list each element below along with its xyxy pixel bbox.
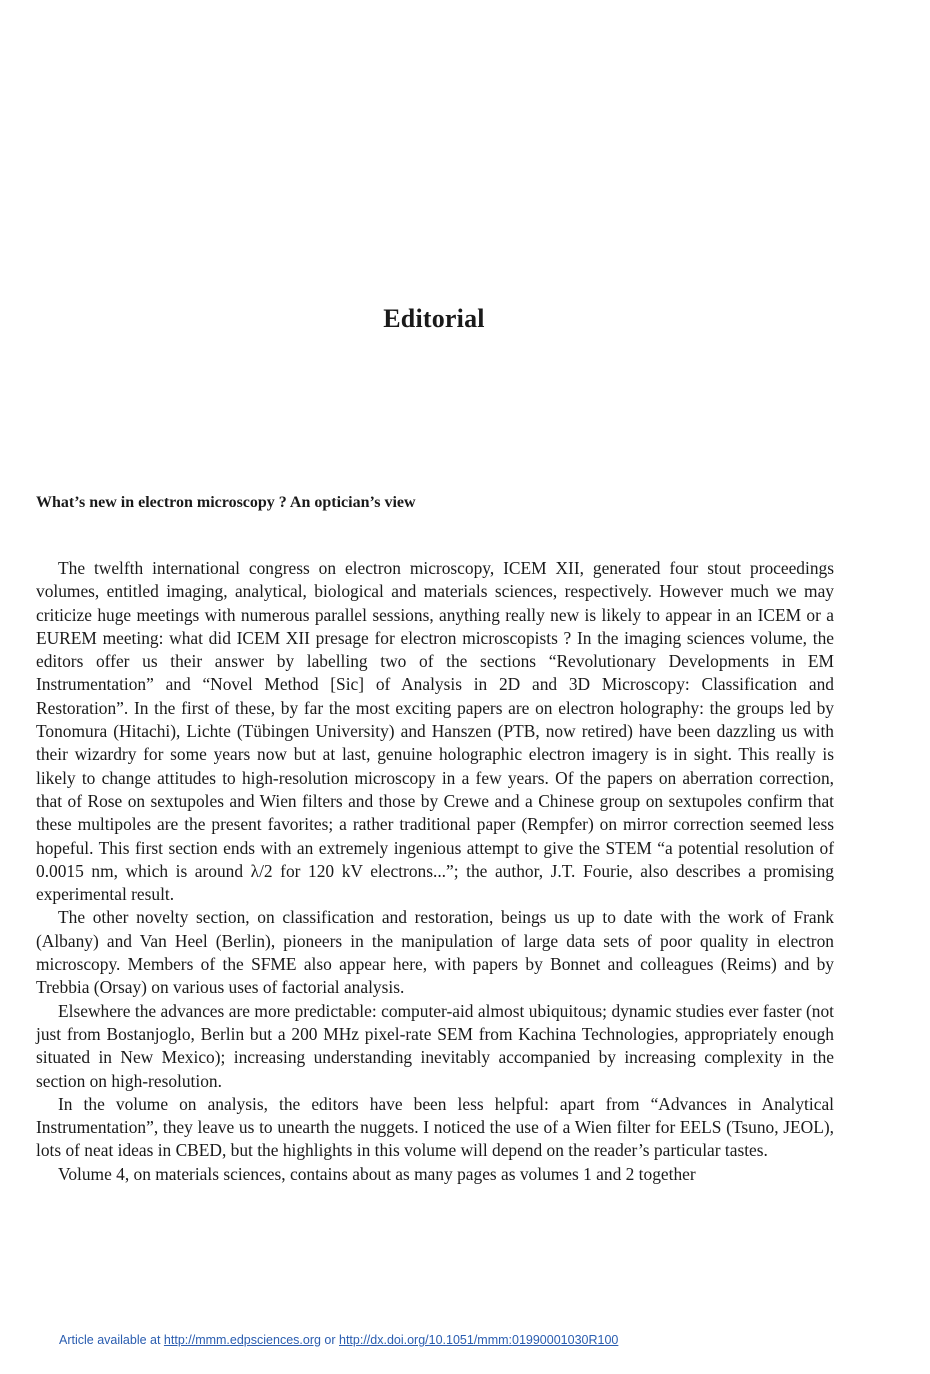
section-heading: What’s new in electron microscopy ? An optician’s view bbox=[36, 494, 416, 511]
paragraph-1: The twelfth international congress on electron microscopy, ICEM XII, generated four stout proceedings volumes, entitled imaging, analytical, biological and materials sciences, respectively. However much we may criticize huge meetings with numerous parallel sessions, anything really new is likely to appear in an ICEM or a EUREM meeting: what did ICEM XII presage for electron microscopists ? In the imaging sciences volume, the editors offer us their answer by labelling two of the sections “Revolutionary Developments in EM Instrumentation” and “Novel Method [Sic] of Analysis in 2D and 3D Microscopy: Classification and Restoration”. In the first of these, by far the most exciting papers are on electron holography: the groups led by Tonomura (Hitachi), Lichte (Tübingen University) and Hanszen (PTB, now retired) have been dazzling us with their wizardry for some years now but at last, genuine holographic electron imagery is in sight. This really is likely to change attitudes to high-resolution microscopy in a few years. Of the papers on aberration correction, that of Rose on sextupoles and Wien filters and those by Crewe and a Chinese group on sextupoles confirm that these multipoles are the present favorites; a rather traditional paper (Rempfer) on mirror correction seemed less hopeful. This first section ends with an extremely ingenious attempt to give the STEM “a potential resolution of 0.0015 nm, which is around λ/2 for 120 kV electrons...”; the author, J.T. Fourie, also describes a promising experimental result. bbox=[36, 558, 834, 905]
page-title: Editorial bbox=[383, 304, 485, 333]
article-availability-footer bbox=[59, 1333, 618, 1347]
paragraph-3: Elsewhere the advances are more predictable: computer-aid almost ubiquitous; dynamic studies ever faster (not just from Bostanjoglo, Berlin but a 200 MHz pixel-rate SEM from Kachina Technologies, appropriately enough situated in New Mexico); increasing understanding inevitably accompanied by increasing complexity in the section on high-resolution. bbox=[36, 1000, 834, 1091]
paragraph-4: In the volume on analysis, the editors have been less helpful: apart from “Advances in Analytical Instrumentation”, they leave us to unearth the nuggets. I noticed the use of a Wien filter for EELS (Tsuno, JEOL), lots of neat ideas in CBED, but the highlights in this volume will depend on the reader’s particular tastes. bbox=[36, 1093, 834, 1161]
article-body bbox=[36, 557, 834, 1186]
footer-separator: or bbox=[320, 1333, 339, 1347]
doi-link[interactable]: http://dx.doi.org/10.1051/mmm:01990001030R100 bbox=[339, 1333, 619, 1347]
footer-prefix: Article available at bbox=[59, 1333, 164, 1347]
paragraph-5: Volume 4, on materials sciences, contains about as many pages as volumes 1 and 2 together bbox=[58, 1163, 696, 1184]
paragraph-2: The other novelty section, on classification and restoration, beings us up to date with the work of Frank (Albany) and Van Heel (Berlin), pioneers in the manipulation of large data sets of poor quality in electron microscopy. Members of the SFME also appear here, with papers by Bonnet and colleagues (Reims) and by Trebbia (Orsay) on various uses of factorial analysis. bbox=[36, 907, 834, 998]
journal-site-link[interactable]: http://mmm.edpsciences.org bbox=[163, 1333, 321, 1347]
